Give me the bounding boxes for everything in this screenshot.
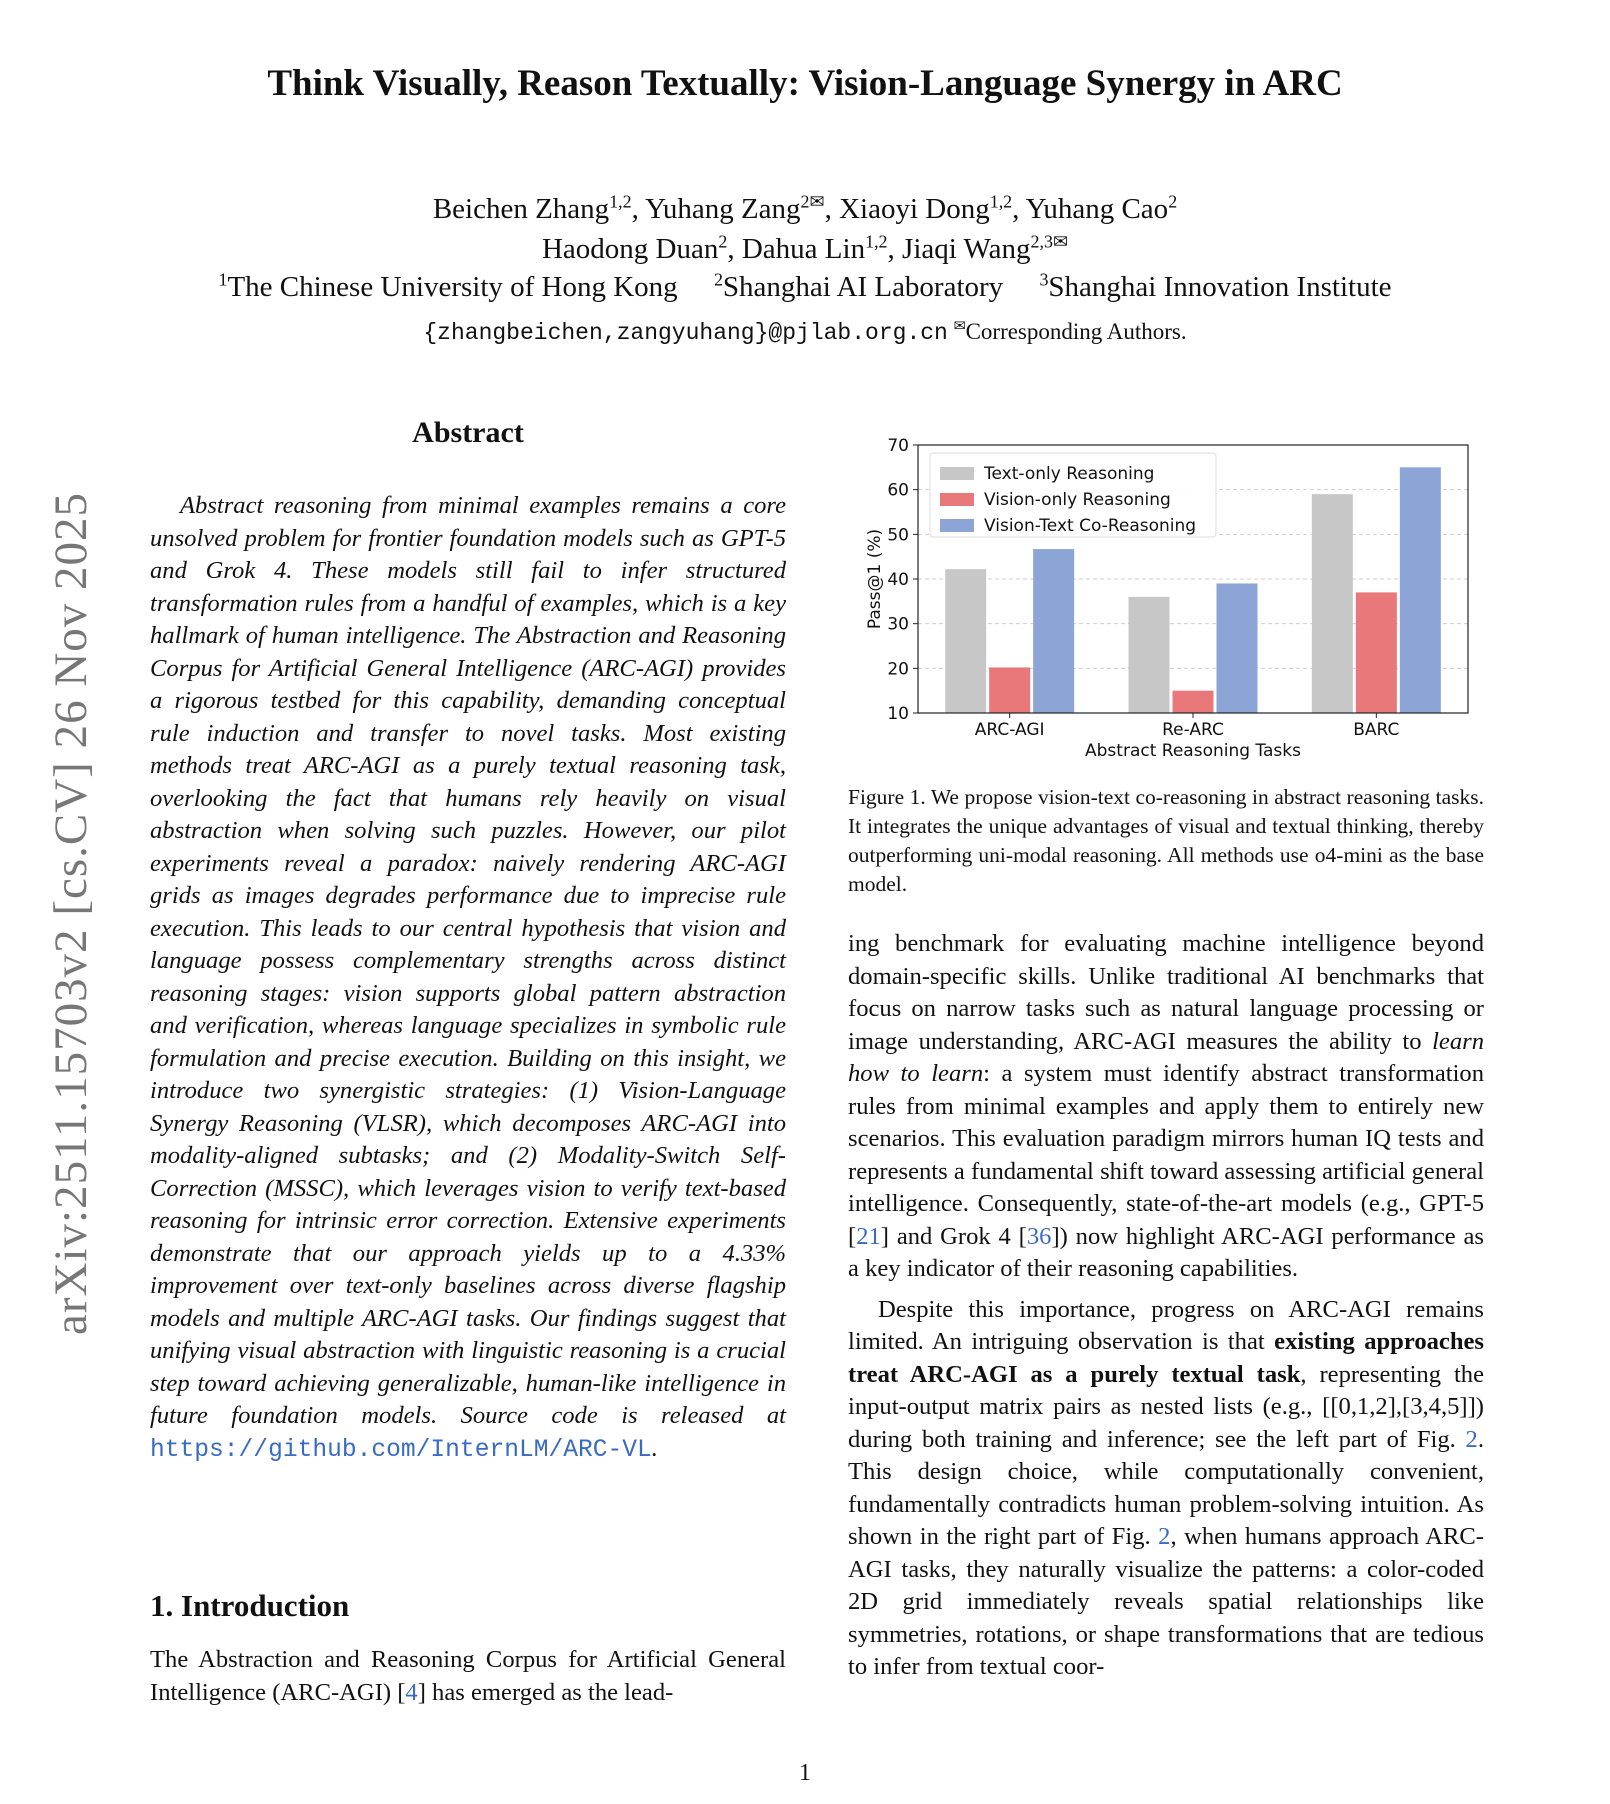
y-tick-label: 10 xyxy=(887,704,909,724)
figure-reference-link[interactable]: 2 xyxy=(1158,1523,1171,1550)
author-name: Dahua Lin xyxy=(741,233,866,265)
section-heading-introduction: 1. Introduction xyxy=(150,1588,350,1623)
legend-swatch xyxy=(940,519,974,532)
x-tick-label: ARC-AGI xyxy=(974,720,1045,740)
author-name: Jiaqi Wang xyxy=(902,233,1031,265)
email-address[interactable]: {zhangbeichen,zangyuhang}@pjlab.org.cn xyxy=(423,320,948,346)
bar xyxy=(1217,583,1258,713)
bar xyxy=(1129,597,1170,713)
bar-chart xyxy=(848,425,1484,770)
author-name: Haodong Duan xyxy=(541,233,719,265)
mail-icon: ✉ xyxy=(1052,231,1068,252)
bar xyxy=(1400,467,1441,713)
bar xyxy=(945,569,986,713)
citation-link[interactable]: 36 xyxy=(1026,1222,1052,1250)
bar xyxy=(1356,592,1397,713)
y-tick-label: 30 xyxy=(887,614,909,635)
legend-swatch xyxy=(940,493,974,506)
body-paragraph: ing benchmark for evaluating machine intelligence beyond domain-specific skills. Unlike traditional AI benchmarks that focus on narrow tasks such as natural language processing or image understanding, ARC-AGI measures the ability to learn how to learn: a system must identify abstract transformation rules from minimal examples and apply them to entirely new scenarios. This evaluation paradigm mirrors human IQ tests and represents a fundamental shift toward assessing artificial general intelligence. Consequently, state-of-the-art models (e.g., GPT-5 [21] and Grok 4 [36]) now highlight ARC-AGI performance as a key indicator of their reasoning capabilities. xyxy=(848,930,1484,1282)
y-tick-label: 20 xyxy=(887,659,909,680)
affiliation: Shanghai AI Laboratory xyxy=(722,271,1004,303)
citation-link[interactable]: 4 xyxy=(405,1678,418,1706)
legend-swatch xyxy=(940,467,974,480)
bar xyxy=(1173,691,1214,713)
author-name: Beichen Zhang xyxy=(432,193,610,225)
affiliation: The Chinese University of Hong Kong xyxy=(227,271,678,303)
email-line xyxy=(0,313,1610,352)
author-line-2: Haodong Duan$^2$, Dahua Lin$^{1,2}$, Jiaqi Wang$^{2,3✉}$ xyxy=(541,231,1068,265)
x-tick-label: Re-ARC xyxy=(1162,720,1224,740)
right-column-text xyxy=(848,928,1484,1684)
source-code-link[interactable]: https://github.com/InternLM/ARC-VL xyxy=(150,1436,652,1464)
y-tick-label: 70 xyxy=(887,436,909,456)
citation-link[interactable]: 21 xyxy=(856,1222,881,1250)
y-tick-label: 40 xyxy=(887,570,909,590)
body-paragraph: Despite this importance, progress on ARC-AGI remains limited. An intriguing observation is that existing approaches treat ARC-AGI as a purely textual task, representing the input-output matrix pairs as nested lists (e.g., [[0,1,2],[3,4,5]]) during both training and inference; see the left part of Fig. 2. This design choice, while computationally convenient, fundamentally contradicts human problem-solving intuition. As shown in the right part of Fig. 2, when humans approach ARC-AGI tasks, they naturally visualize the patterns: a color-coded 2D grid immediately reveals spatial relationships like symmetries, rotations, or shape transformations that are tedious to infer from textual coor- xyxy=(848,1295,1485,1680)
abstract-text: Abstract reasoning from minimal examples remains a core unsolved problem for frontier foundation models such as GPT-5 and Grok 4. These models still fail to infer structured transformation rules from a handful of examples, which is a key hallmark of human intelligence. The Abstraction and Reasoning Corpus for Artificial General Intelligence (ARC-AGI) provides a rigorous testbed for this capability, demanding conceptual rule induction and transfer to novel tasks. Most existing methods treat ARC-AGI as a purely textual reasoning task, overlooking the fact that humans rely heavily on visual abstraction when solving such puzzles. However, our pilot experiments reveal a paradox: naively rendering ARC-AGI grids as images degrades performance due to imprecise rule execution. This leads to our central hypothesis that vision and language possess complementary strengths across distinct reasoning stages: vision supports global pattern abstraction and verification, whereas language specializes in symbolic rule formulation and precise execution. Building on this insight, we introduce two synergistic strategies: (1) Vision-Language Synergy Reasoning (VLSR), which decomposes ARC-AGI into modality-aligned subtasks; and (2) Modality-Switch Self-Correction (MSSC), which leverages vision to verify text-based reasoning for intrinsic error correction. Extensive experiments demonstrate that our approach yields up to a 4.33% improvement over text-only baselines across diverse flagship models and multiple ARC-AGI tasks. Our findings suggest that unifying visual abstraction with linguistic reasoning is a crucial step toward achieving generalizable, human-like intelligence in future foundation models. Source code is released at https://github.com/InternLM/ARC-VL. xyxy=(150,492,786,1464)
mail-icon: ✉ xyxy=(953,318,966,335)
paper-title: Think Visually, Reason Textually: Vision-Language Synergy in ARC xyxy=(267,63,1343,104)
author-name: Yuhang Cao xyxy=(1025,193,1169,225)
legend-label: Text-only Reasoning xyxy=(984,464,1155,484)
bar xyxy=(989,667,1030,713)
author-line-1: Beichen Zhang$^{1,2}$, Yuhang Zang$^{2✉}$, Xiaoyi Dong$^{1,2}$, Yuhang Cao$^2$ xyxy=(432,191,1178,225)
bar xyxy=(1033,549,1074,713)
affiliations: $^1$The Chinese University of Hong Kong $^2$Shanghai AI Laboratory $^3$Shanghai Innovation Institute xyxy=(218,269,1392,303)
legend-label: Vision-only Reasoning xyxy=(984,490,1171,510)
x-tick-label: BARC xyxy=(1353,720,1400,740)
figure-reference-link[interactable]: 2 xyxy=(1465,1425,1478,1453)
y-axis-label: Pass@1 (%) xyxy=(865,528,885,630)
abstract-heading: Abstract xyxy=(412,416,524,449)
author-name: Xiaoyi Dong xyxy=(839,193,990,225)
intro-paragraph: The Abstraction and Reasoning Corpus for Artificial General Intelligence (ARC-AGI) [4] has emerged as the lead- xyxy=(150,1646,786,1706)
bar xyxy=(1312,494,1353,713)
affiliation: Shanghai Innovation Institute xyxy=(1048,271,1392,303)
y-tick-label: 60 xyxy=(887,480,909,501)
corresponding-note: Corresponding Authors. xyxy=(965,319,1187,344)
arxiv-identifier: arXiv:2511.15703v2 [cs.CV] 26 Nov 2025 xyxy=(45,491,97,1335)
figure-1-chart xyxy=(848,425,1484,775)
figure-caption: Figure 1. We propose vision-text co-reasoning in abstract reasoning tasks. It integrates the unique advantages of visual and textual thinking, thereby outperforming uni-modal reasoning. All methods use o4-mini as the base model. xyxy=(848,785,1484,896)
y-tick-label: 50 xyxy=(887,525,909,546)
legend-label: Vision-Text Co-Reasoning xyxy=(984,516,1197,536)
x-axis-label: Abstract Reasoning Tasks xyxy=(1085,741,1301,761)
mail-icon: ✉ xyxy=(809,191,825,212)
page-number: 1 xyxy=(799,1760,811,1786)
author-name: Yuhang Zang xyxy=(645,193,801,225)
